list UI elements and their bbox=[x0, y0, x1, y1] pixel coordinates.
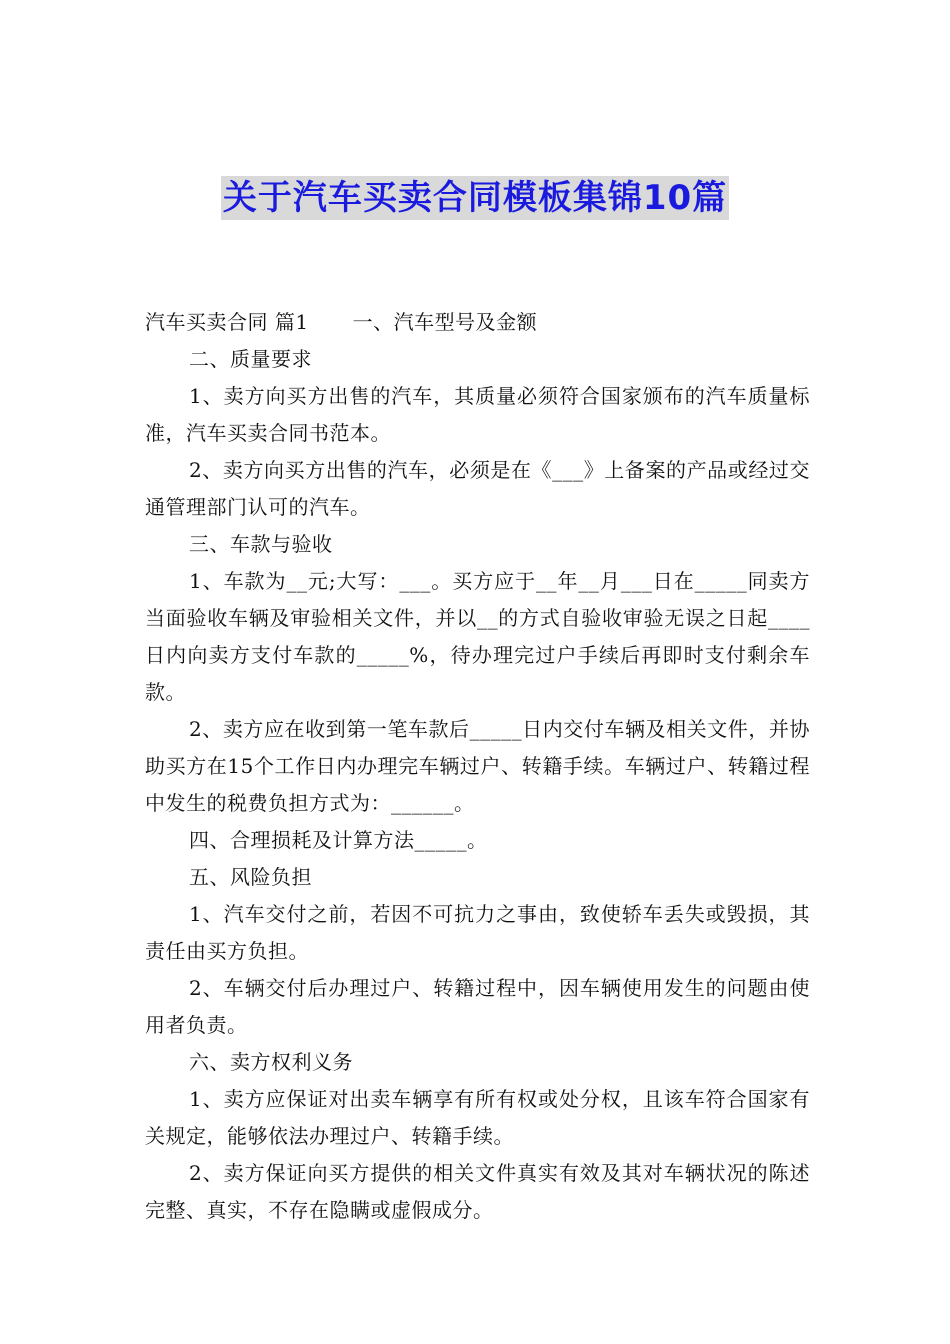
paragraph: 1、汽车交付之前，若因不可抗力之事由，致使轿车丢失或毁损，其责任由买方负担。 bbox=[145, 902, 810, 963]
paragraph: 1、卖方向买方出售的汽车，其质量必须符合国家颁布的汽车质量标准，汽车买卖合同书范本。 bbox=[145, 384, 810, 445]
section-heading: 四、合理损耗及计算方法_____。 bbox=[189, 828, 488, 852]
section-heading: 二、质量要求 bbox=[189, 347, 312, 371]
contract-heading: 汽车买卖合同 篇1 bbox=[145, 310, 309, 334]
section-heading: 三、车款与验收 bbox=[189, 532, 333, 556]
paragraph: 1、车款为__元;大写：___。买方应于__年__月___日在_____同卖方当面验收车辆及审验相关文件，并以__的方式自验收审验无误之日起____日内向卖方支付车款的_____%，待办理完过户手续后再即时支付剩余车款。 bbox=[145, 569, 810, 704]
document-body bbox=[145, 304, 810, 1229]
section-heading: 一、汽车型号及金额 bbox=[352, 310, 538, 334]
paragraph: 2、车辆交付后办理过户、转籍过程中，因车辆使用发生的问题由使用者负责。 bbox=[145, 976, 810, 1037]
document-title: 关于汽车买卖合同模板集锦10篇 bbox=[222, 178, 728, 218]
section-heading: 五、风险负担 bbox=[189, 865, 312, 889]
section-heading: 六、卖方权利义务 bbox=[189, 1050, 353, 1074]
first-line bbox=[145, 304, 810, 341]
paragraph: 2、卖方向买方出售的汽车，必须是在《___》上备案的产品或经过交通管理部门认可的汽车。 bbox=[145, 458, 810, 519]
paragraph: 1、卖方应保证对出卖车辆享有所有权或处分权，且该车符合国家有关规定，能够依法办理过户、转籍手续。 bbox=[145, 1087, 810, 1148]
title-container bbox=[0, 176, 950, 220]
paragraph: 2、卖方保证向买方提供的相关文件真实有效及其对车辆状况的陈述完整、真实，不存在隐瞒或虚假成分。 bbox=[145, 1161, 810, 1222]
paragraph: 2、卖方应在收到第一笔车款后_____日内交付车辆及相关文件，并协助买方在15个工作日内办理完车辆过户、转籍手续。车辆过户、转籍过程中发生的税费负担方式为：______。 bbox=[145, 717, 810, 815]
